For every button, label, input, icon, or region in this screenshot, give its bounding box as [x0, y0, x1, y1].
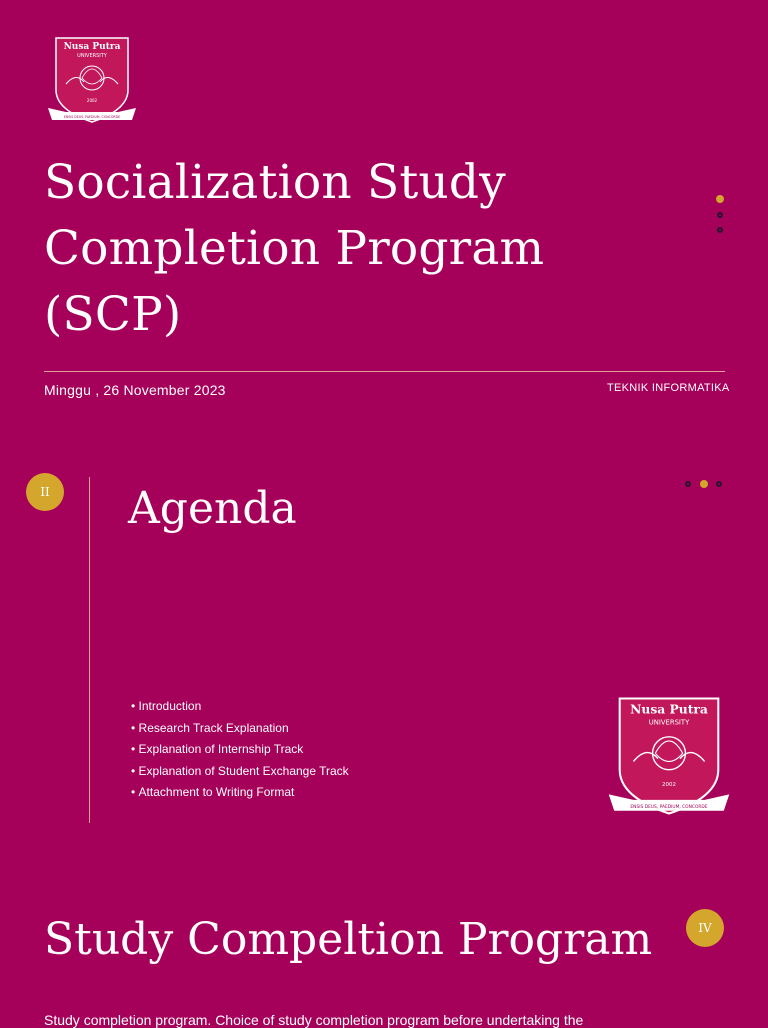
agenda-title: Agenda: [128, 483, 297, 534]
nav-dot: [717, 227, 723, 233]
agenda-item: • Introduction: [131, 696, 349, 718]
agenda-item: • Research Track Explanation: [131, 718, 349, 740]
title-line-2: Completion Program (SCP): [44, 221, 545, 342]
slide-nav-dots: [715, 195, 727, 237]
title-line-1: Socialization Study: [44, 155, 506, 210]
section-badge: II: [26, 473, 64, 511]
agenda-list: [131, 696, 349, 804]
vertical-divider: [89, 477, 90, 823]
university-logo: [46, 32, 138, 128]
page-title: [44, 150, 684, 348]
svg-text:ENSIS DEUS, PAEDIUM, CONCORDE: ENSIS DEUS, PAEDIUM, CONCORDE: [63, 115, 121, 119]
svg-text:2002: 2002: [86, 98, 98, 103]
svg-text:Nusa Putra: Nusa Putra: [63, 42, 121, 52]
nav-dot-active: [700, 480, 708, 488]
nav-dot: [717, 212, 723, 218]
agenda-item: • Attachment to Writing Format: [131, 782, 349, 804]
date-label: Minggu , 26 November 2023: [44, 382, 226, 398]
svg-text:ENSIS DEUS, PAEDIUM, CONCORDE: ENSIS DEUS, PAEDIUM, CONCORDE: [630, 805, 708, 811]
svg-text:UNIVERSITY: UNIVERSITY: [648, 718, 690, 727]
university-logo: [606, 690, 732, 822]
agenda-item: • Explanation of Internship Track: [131, 739, 349, 761]
nav-dot: [685, 481, 691, 487]
svg-text:Nusa Putra: Nusa Putra: [630, 701, 708, 717]
department-label: TEKNIK INFORMATIKA: [607, 382, 730, 394]
section-title: Study Compeltion Program: [44, 914, 653, 965]
divider: [44, 371, 725, 372]
section-badge: IV: [686, 909, 724, 947]
nav-dot-active: [716, 195, 724, 203]
nav-dot: [716, 481, 722, 487]
section-body: Study completion program. Choice of study completion program before undertaking the: [44, 1012, 584, 1028]
svg-text:2002: 2002: [662, 782, 676, 789]
slide-nav-dots: [682, 479, 728, 491]
svg-text:UNIVERSITY: UNIVERSITY: [77, 53, 107, 59]
agenda-item: • Explanation of Student Exchange Track: [131, 761, 349, 783]
